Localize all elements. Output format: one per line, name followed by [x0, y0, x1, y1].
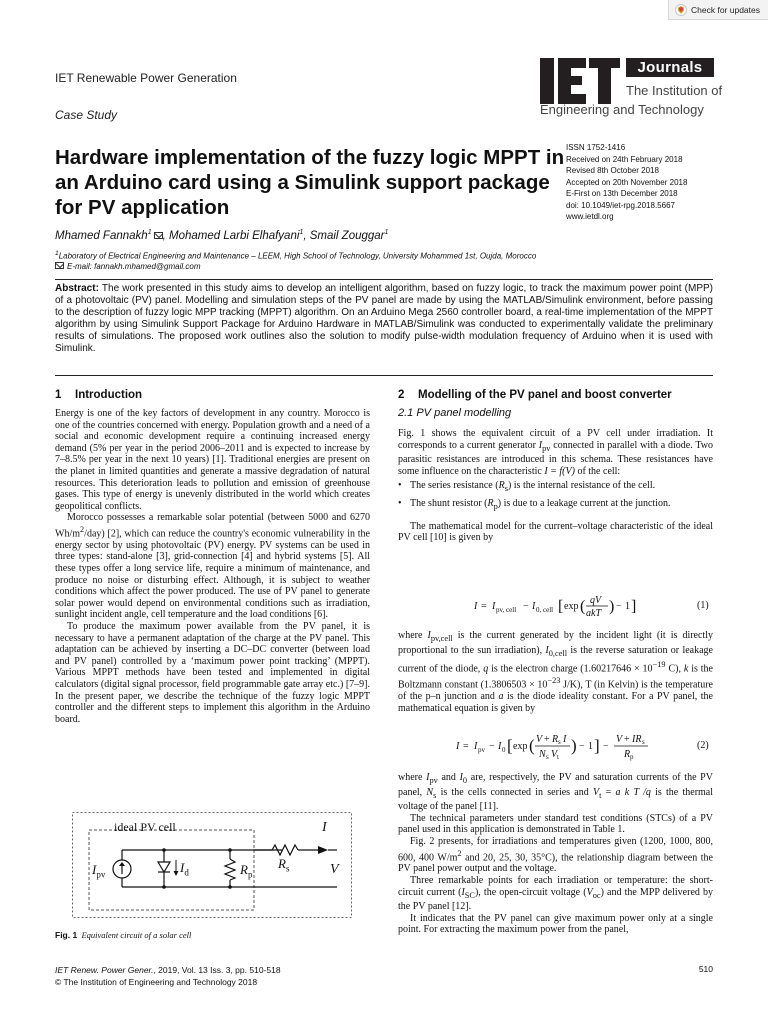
text-run: are, respectively, the PV and saturation currents of the PV panel,	[398, 772, 713, 798]
text-run: is the diode ideality constant. For a PV panel, the mathematical equation is given by	[398, 691, 713, 714]
website-link[interactable]: www.ietdl.org	[566, 212, 614, 221]
subscript: 0	[462, 776, 468, 785]
superscript: −19	[652, 660, 666, 670]
rp-subscript: p	[247, 869, 253, 880]
section-title: Modelling of the PV panel and boost converter	[418, 389, 672, 401]
envelope-icon[interactable]	[154, 232, 163, 239]
doi[interactable]: doi: 10.1049/iet-rpg.2018.5667	[566, 200, 675, 210]
iet-logo	[540, 58, 723, 122]
math-symbol: q	[483, 663, 489, 675]
text-run: where	[398, 630, 428, 641]
svg-text:[: [	[507, 736, 513, 755]
svg-text:0: 0	[502, 746, 506, 754]
text-run: =	[601, 786, 616, 798]
subscript: p	[493, 501, 498, 511]
equation-1	[474, 593, 714, 626]
right-column-text-3	[398, 772, 713, 936]
math-symbol: I	[545, 644, 549, 656]
svg-text:V: V	[616, 734, 623, 745]
math-symbol: a	[498, 691, 504, 703]
voltage-v-label: V	[330, 862, 339, 877]
subscript: pv	[429, 776, 438, 785]
svg-text:R: R	[624, 749, 631, 760]
svg-text:−: −	[579, 741, 585, 752]
institution-line-2: Engineering and Technology	[540, 102, 704, 117]
affiliation	[55, 250, 536, 261]
article-type: Case Study	[55, 108, 118, 122]
footer-citation	[55, 964, 281, 988]
text-run: is the Boltzmann constant (1.3806503 × 10	[398, 663, 713, 691]
math-symbol: R	[487, 497, 494, 509]
ipv-symbol: I	[92, 862, 97, 877]
svg-text:[: [	[558, 598, 564, 615]
text-run: is the cells connected in series and	[436, 786, 593, 798]
svg-text:=: =	[463, 741, 469, 752]
svg-text:I: I	[456, 741, 460, 752]
ipv-subscript: pv	[96, 869, 106, 880]
math-symbol: I	[461, 886, 465, 898]
author-separator: ,	[303, 229, 310, 242]
subscript: pv	[542, 443, 551, 453]
math-symbol: R	[498, 480, 505, 492]
author-2-affil: 1	[299, 229, 304, 236]
text-run: Three remarkable points for each irradiation or temperature: the short-circuit current (	[398, 875, 713, 898]
svg-text:=: =	[481, 601, 487, 612]
subscript: oc	[592, 890, 601, 900]
list-item	[398, 498, 713, 513]
svg-text:p: p	[630, 753, 634, 761]
crossmark-icon	[675, 4, 687, 16]
svg-text:V: V	[536, 734, 543, 745]
svg-text:]: ]	[631, 598, 637, 615]
svg-text:): )	[609, 598, 615, 615]
ideal-pv-cell-label: ideal PV cell	[114, 820, 176, 834]
journals-label: Journals	[626, 58, 714, 77]
paragraph: The technical parameters under standard test conditions (STCs) of a PV panel used in this application is demonstrated in Table 1.	[398, 812, 713, 836]
svg-text:I: I	[498, 741, 502, 752]
abstract-bottom-rule	[55, 375, 713, 376]
svg-text:I: I	[492, 601, 496, 612]
section-number: 1	[55, 389, 62, 401]
svg-text:(: (	[580, 598, 586, 615]
affiliation-number: 1	[55, 250, 59, 257]
svg-text:+: +	[624, 734, 630, 745]
figure-1-caption	[55, 930, 191, 940]
author-separator: ,	[162, 229, 169, 242]
caption-text: Equivalent circuit of a solar cell	[81, 930, 192, 940]
equation-1-number: (1)	[697, 600, 709, 611]
subscript: 0,cell	[548, 648, 568, 658]
equation-2-number: (2)	[697, 740, 709, 751]
svg-text:−: −	[603, 741, 609, 752]
svg-text:I: I	[532, 601, 536, 612]
math-expr: I = f(V)	[544, 465, 575, 477]
svg-text:−: −	[616, 601, 622, 612]
svg-text:N: N	[539, 749, 546, 760]
svg-text:s: s	[642, 738, 645, 746]
rs-symbol: R	[278, 856, 286, 871]
equation-1-render	[474, 593, 714, 623]
svg-text:−: −	[489, 741, 495, 752]
text-run: Morocco possesses a remarkable solar potential (between 5000 and 6270 Wh/m	[55, 512, 370, 540]
abstract-top-rule	[55, 279, 713, 280]
author-email[interactable]	[55, 262, 201, 271]
svg-text:−: −	[523, 601, 529, 612]
affiliation-text: Laboratory of Electrical Engineering and Maintenance – LEEM, High School of Technology, University Mohammed 1st, Oujda, Morocco	[58, 251, 537, 261]
paragraph	[398, 772, 713, 813]
math-symbol: I	[426, 772, 430, 783]
svg-text:R: R	[552, 734, 559, 745]
svg-text:0, cell: 0, cell	[536, 606, 554, 614]
equation-2	[456, 730, 706, 767]
subsection-2-1-heading: 2.1 PV panel modelling	[398, 407, 512, 419]
svg-text:I: I	[474, 741, 478, 752]
paragraph	[55, 512, 370, 621]
text-run: connected in parallel with a diode. Two parasitic resistances are introduced in this schema. These resistances have some influence on the characteristic	[398, 439, 713, 477]
author-3[interactable]: Smail Zouggar	[309, 229, 385, 242]
math-symbol: I	[427, 630, 431, 641]
author-1[interactable]: Mhamed Fannakh	[55, 229, 148, 242]
ipv-label	[92, 862, 105, 880]
check-for-updates-badge[interactable]	[668, 0, 768, 20]
svg-text:pv: pv	[478, 746, 485, 754]
superscript: 2	[457, 848, 462, 858]
text-run: is the current generated by the incident light (it is directly proportional to the sun irradiation),	[398, 630, 713, 656]
subscript: t	[599, 790, 602, 800]
abstract	[55, 283, 713, 355]
rs-label	[278, 856, 289, 874]
svg-text:s: s	[546, 753, 549, 761]
check-for-updates-label: Check for updates	[691, 4, 760, 15]
subscript: SC	[464, 890, 475, 900]
paragraph	[398, 836, 713, 875]
author-1-affil: 1	[147, 229, 152, 236]
svg-text:]: ]	[594, 736, 600, 755]
svg-text:I: I	[563, 734, 567, 745]
paragraph: It indicates that the PV panel can give maximum power only at a single point. For extracting the maximum power from the panel,	[398, 912, 713, 936]
svg-text:t: t	[557, 753, 559, 761]
accepted-date: Accepted on 20th November 2018	[566, 177, 688, 187]
article-meta	[566, 142, 687, 223]
math-symbol: V	[586, 886, 593, 898]
text-run: ) is the internal resistance of the cell.	[507, 480, 656, 492]
math-symbol: I	[538, 439, 543, 451]
subscript: s	[504, 484, 508, 494]
text-run: Fig. 2 presents, for irradiations and temperatures given (1200, 1000, 800, 600, 400 W/m	[398, 835, 713, 863]
id-label	[180, 860, 189, 878]
text-run: and	[437, 772, 460, 783]
equation-2-render	[456, 730, 706, 764]
section-1-heading	[55, 389, 142, 401]
section-title: Introduction	[75, 389, 143, 401]
envelope-icon	[55, 262, 64, 269]
abstract-text: The work presented in this study aims to develop an intelligent algorithm, based on fuzzy logic, to track the maximum power point (MPP) of a photovoltaic (PV) panel. Modelling and simulation steps of the PV panel are made by using the MATLAB/Simulink environment, before passing to the description of fuzzy logic MPP tracking (MPPT) algorithm. On an Arduino Mega 2560 controller board, a real-time implementation of the MPPT algorithm by using Simulink Support Package for Arduino Hardware in MATLAB/Simulink was conducted to experimentally validate the preliminary results of simulations. The proposed work outlines also the solution to modify pulse-width modulation frequency of Arduino when it is used with Simulink.	[55, 283, 713, 354]
abstract-label: Abstract:	[55, 283, 99, 294]
svg-text:V: V	[551, 749, 558, 760]
text-run: J/K), T (in Kelvin) is the temperature of the p–n junction and	[398, 679, 713, 703]
svg-text:exp: exp	[513, 741, 528, 752]
footer-volume-info: , 2019, Vol. 13 Iss. 3, pp. 510-518	[153, 965, 281, 975]
footer-copyright: © The Institution of Engineering and Technology 2018	[55, 977, 258, 987]
paper-title: Hardware implementation of the fuzzy logic MPPT in an Arduino card using a Simulink support package for PV application	[55, 146, 565, 219]
journal-name: IET Renewable Power Generation	[55, 71, 237, 85]
math-symbol: k	[683, 663, 689, 675]
text-run: is the reverse saturation or leakage current of the diode,	[398, 644, 713, 675]
paragraph: To produce the maximum power available from the PV panel, it is necessary to have a permanent adaptation of the charge at the PV panel. This adaptation can be achieved by inserting a DC–DC converter (between load and PV panel) controlled by a ‘maximum power point tracking’ (MPPT). Various MPPT methods have been tested and implemented in digital calculators (digital signal processor, field programmable gate array etc.) [7–9]. In the present paper, we describe the technique of the fuzzy logic MPPT controller and the different steps to implement this algorithm in the Arduino board.	[55, 621, 370, 725]
svg-text:akT: akT	[586, 608, 601, 619]
math-expr: a k T /q	[615, 786, 651, 798]
footer-journal-abbrev: IET Renew. Power Gener.	[55, 965, 154, 975]
text-run: ), the open-circuit voltage (	[474, 886, 587, 898]
superscript: −23	[547, 676, 561, 686]
author-2[interactable]: Mohamed Larbi Elhafyani	[169, 229, 300, 242]
svg-text:s: s	[558, 738, 561, 746]
text-run: where	[398, 772, 427, 783]
revised-date: Revised 8th October 2018	[566, 166, 659, 175]
figure-1-circuit	[72, 812, 352, 918]
text-run: and 20, 25, 30, 35°C), the relationship diagram between the PV panel power output and the voltage.	[398, 851, 713, 875]
rp-label	[240, 862, 252, 880]
author-list	[55, 229, 388, 242]
svg-text:1: 1	[625, 601, 630, 612]
subscript: pv,cell	[430, 634, 453, 643]
current-i-label: I	[322, 820, 327, 835]
text-run: /day) [2], which can reduce the country's economic vulnerability in the energy sector by using photovoltaic (PV) energy. PV systems can be used in three types: stand-alone [3], grid-connection [4] and hybrid systems [5]. All these types offer a long service life, require a minimum of maintenance, and produce no noise or disturbing effect. Although, it is subject to weather conditions which affect the power produced. The use of PV panel to generate solar power would depend on environmental conditions such as irradiation, sunlight incident angle, cell temperature and the load conditions [6].	[55, 528, 370, 621]
paragraph	[398, 875, 713, 913]
paragraph: Energy is one of the key factors of development in any country. Morocco is one of the countries concerned with energy. Population growth and a need of a social and economic development require a continuing increased energy demand (5% per year in the period 2006–2011 and is expected to increase by 7–8.5% per year in the next 10 years) [1]. Traditional energies are present on the planet in limited quantities and generate a massive degradation of natural resources. This deterioration leads to pollution and emission of greenhouse gases. This type of energy is unevenly distributed in the world which creates geopolitical conflicts.	[55, 408, 370, 512]
svg-text:pv, cell: pv, cell	[496, 606, 517, 614]
left-column-text	[55, 408, 370, 725]
text-run: is the thermal voltage of the panel [11].	[398, 786, 714, 813]
svg-text:qV: qV	[590, 595, 602, 606]
text-run: Fig. 1 shows the equivalent circuit of a PV cell under irradiation. It corresponds to a current generator	[398, 428, 713, 451]
institution-line-1: The Institution of	[626, 83, 723, 98]
section-number: 2	[398, 389, 405, 401]
paragraph	[398, 428, 713, 477]
svg-text:exp: exp	[564, 601, 579, 612]
email-text: E-mail: fannakh.mhamed@gmail.com	[67, 262, 201, 271]
superscript: 2	[80, 524, 85, 534]
math-symbol: V	[592, 786, 600, 798]
bullet-list	[398, 480, 713, 512]
caption-label: Fig. 1	[55, 930, 78, 940]
id-symbol: I	[180, 860, 185, 875]
efirst-date: E-First on 13th December 2018	[566, 189, 678, 198]
svg-text:(: (	[529, 736, 535, 755]
svg-text:1: 1	[588, 741, 593, 752]
paragraph	[398, 630, 713, 714]
issn: ISSN 1752-1416	[566, 143, 626, 152]
svg-text:I: I	[474, 601, 478, 612]
page-number: 510	[698, 964, 713, 974]
text-run: of the cell:	[574, 465, 621, 477]
iet-logo-mark	[540, 58, 620, 104]
right-column-text-1	[398, 428, 713, 544]
rp-symbol: R	[240, 862, 248, 877]
svg-text:IR: IR	[632, 734, 642, 745]
list-item	[398, 480, 713, 495]
right-column-text-2	[398, 630, 713, 714]
text-run: ) is due to a leakage current at the junction.	[497, 497, 671, 509]
math-symbol: N	[426, 786, 434, 798]
footer-journal-line	[55, 964, 281, 976]
subscript: s	[433, 790, 437, 800]
paragraph: The mathematical model for the current–voltage characteristic of the ideal PV cell [10] is given by	[398, 520, 713, 544]
math-symbol: I	[459, 772, 463, 783]
svg-text:+: +	[544, 734, 550, 745]
id-subscript: d	[184, 867, 189, 878]
text-run: C),	[665, 663, 684, 675]
text-run: The shunt resistor (	[410, 497, 488, 509]
text-run: ) and the MPP delivered by the PV panel [12].	[398, 886, 713, 913]
section-2-heading	[398, 389, 672, 401]
text-run: is the electron charge (1.60217646 × 10	[488, 663, 653, 675]
text-run: The series resistance (	[410, 480, 499, 492]
received-date: Received on 24th February 2018	[566, 154, 683, 164]
svg-text:): )	[571, 736, 577, 755]
author-3-affil: 1	[384, 229, 389, 236]
rs-subscript: s	[285, 863, 290, 874]
